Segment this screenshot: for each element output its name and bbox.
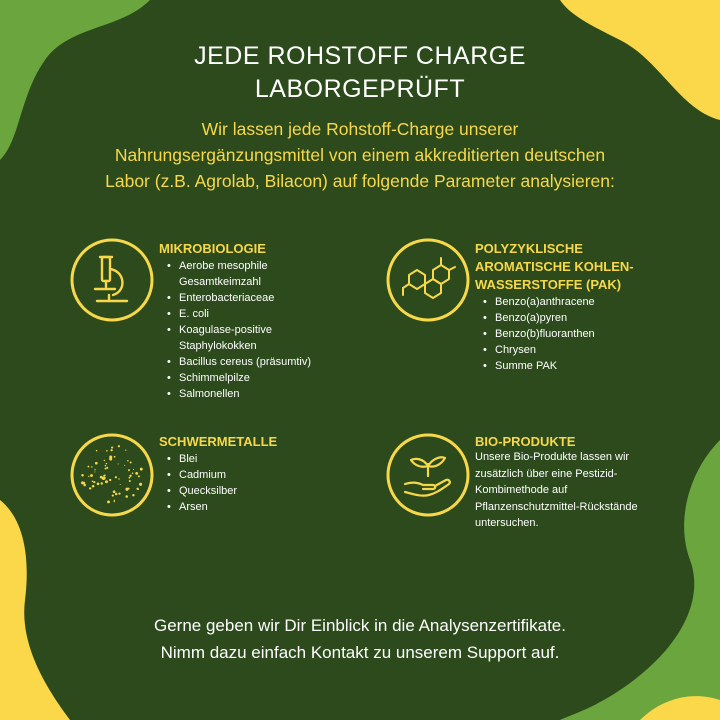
particle-dot bbox=[118, 478, 119, 479]
particle-dot bbox=[128, 488, 130, 490]
list-item: • Blei bbox=[159, 451, 237, 467]
particle-dot bbox=[105, 480, 108, 483]
particle-dot bbox=[113, 490, 116, 493]
particle-dot bbox=[124, 465, 125, 466]
particle-dot bbox=[129, 475, 131, 477]
particle-dot bbox=[81, 474, 84, 477]
intro-line-2: Nahrungsergänzungsmittel von einem akkreditierten deutschen bbox=[114, 145, 606, 165]
list-item: • Benzo(a)pyren bbox=[475, 310, 595, 326]
particle-dot bbox=[93, 481, 95, 483]
list-item: • Arsen bbox=[159, 499, 237, 515]
particle-dot bbox=[83, 484, 86, 487]
particle-dot bbox=[104, 460, 105, 461]
particle-dot bbox=[128, 469, 130, 471]
microscope-icon bbox=[69, 237, 155, 323]
particle-dot bbox=[125, 495, 128, 498]
particle-dot bbox=[106, 467, 108, 469]
section-title-mikrobiologie: MIKROBIOLOGIE bbox=[159, 241, 266, 256]
particle-dot bbox=[125, 449, 126, 450]
list-item: • Summe PAK bbox=[475, 358, 595, 374]
molecule-icon bbox=[385, 237, 471, 323]
hand-sprout-icon bbox=[385, 432, 471, 518]
list-item: • E. coli bbox=[159, 306, 311, 322]
particle-dot bbox=[110, 449, 112, 451]
particle-dot bbox=[137, 489, 139, 491]
particle-dot bbox=[92, 485, 95, 488]
particle-dot bbox=[90, 474, 93, 477]
list-item: • Salmonellen bbox=[159, 386, 311, 402]
section-title-bio: BIO-PRODUKTE bbox=[475, 434, 576, 449]
particle-dot bbox=[120, 484, 121, 485]
particle-dot bbox=[100, 476, 103, 479]
section-title-schwermetalle: SCHWERMETALLE bbox=[159, 434, 278, 449]
particle-dot bbox=[133, 469, 134, 470]
particle-dot bbox=[103, 475, 105, 477]
list-item: • Bacillus cereus (präsumtiv) bbox=[159, 354, 311, 370]
list-item: • Schimmelpilze bbox=[159, 370, 311, 386]
list-item: • Cadmium bbox=[159, 467, 237, 483]
list-item: • Enterobacteriaceae bbox=[159, 290, 311, 306]
particle-dot bbox=[129, 480, 131, 482]
particle-dot bbox=[92, 481, 94, 483]
particle-dot bbox=[94, 469, 95, 470]
particle-dot bbox=[89, 487, 91, 489]
particle-dot bbox=[132, 494, 134, 496]
list-pak bbox=[475, 294, 595, 374]
particle-dot bbox=[97, 482, 100, 485]
particle-dot bbox=[88, 476, 89, 477]
particle-dot bbox=[106, 463, 107, 464]
list-item: • Chrysen bbox=[475, 342, 595, 358]
particle-dot bbox=[91, 466, 92, 467]
particle-dot bbox=[94, 471, 95, 472]
metal-particles-icon bbox=[69, 432, 155, 518]
list-item: • Benzo(a)anthracene bbox=[475, 294, 595, 310]
particle-dot bbox=[115, 493, 118, 496]
particle-dot bbox=[114, 500, 115, 501]
particle-dot bbox=[114, 456, 116, 458]
particle-dot bbox=[81, 481, 84, 484]
particle-dot bbox=[101, 482, 103, 484]
list-item: • Aerobe mesophile Gesamtkeimzahl bbox=[159, 258, 311, 290]
particle-dot bbox=[115, 476, 117, 478]
bio-description: Unsere Bio-Produkte lassen wir zusätzlich über eine Pestizid- Kombimethode auf Pflanzenschutzmittel-Rückstände untersuchen. bbox=[475, 451, 638, 529]
list-item: • Koagulase-positive Staphylokokken bbox=[159, 322, 311, 354]
footer-line-1: Gerne geben wir Dir Einblick in die Analysenzertifikate. bbox=[154, 616, 566, 635]
list-item: • Quecksilber bbox=[159, 483, 237, 499]
particle-dot bbox=[130, 462, 132, 464]
particle-dot bbox=[105, 465, 107, 467]
particle-dot bbox=[111, 447, 113, 449]
particle-dot bbox=[138, 475, 140, 477]
intro-text bbox=[0, 116, 720, 194]
intro-line-1: Wir lassen jede Rohstoff-Charge unserer bbox=[201, 119, 519, 139]
particle-dot bbox=[132, 472, 134, 474]
particle-dot bbox=[129, 477, 131, 479]
particle-dot bbox=[95, 462, 98, 465]
list-schwermetalle bbox=[159, 451, 237, 515]
particle-dot bbox=[106, 450, 108, 452]
title-line-2: LABORGEPRÜFT bbox=[254, 75, 466, 103]
particle-dot bbox=[118, 492, 120, 494]
particle-dot bbox=[114, 501, 115, 502]
particle-dot bbox=[109, 455, 112, 458]
particle-dot bbox=[103, 477, 106, 480]
particle-dot bbox=[87, 466, 89, 468]
section-title-pak: POLYZYKLISCHE AROMATISCHE KOHLEN- WASSERSTOFFE (PAK) bbox=[475, 241, 634, 292]
intro-line-3: Labor (z.B. Agrolab, Bilacon) auf folgende Parameter analysieren: bbox=[105, 171, 615, 191]
particle-dot bbox=[112, 495, 114, 497]
particle-dot bbox=[139, 483, 142, 486]
particle-dot bbox=[127, 460, 129, 462]
particle-dot bbox=[107, 500, 110, 503]
particle-dot bbox=[96, 450, 98, 452]
footer-text bbox=[0, 612, 720, 666]
particle-dot bbox=[118, 445, 120, 447]
particle-dot bbox=[109, 479, 111, 481]
particle-dot bbox=[140, 468, 143, 471]
page-title bbox=[0, 40, 720, 106]
particle-dot bbox=[105, 468, 107, 470]
footer-line-2: Nimm dazu einfach Kontakt zu unserem Support auf. bbox=[160, 643, 560, 662]
title-line-1: JEDE ROHSTOFF CHARGE bbox=[194, 42, 526, 70]
list-mikrobiologie bbox=[159, 258, 311, 402]
list-item: • Benzo(b)fluoranthen bbox=[475, 326, 595, 342]
particle-dot bbox=[118, 463, 119, 464]
particle-dot bbox=[136, 473, 137, 474]
